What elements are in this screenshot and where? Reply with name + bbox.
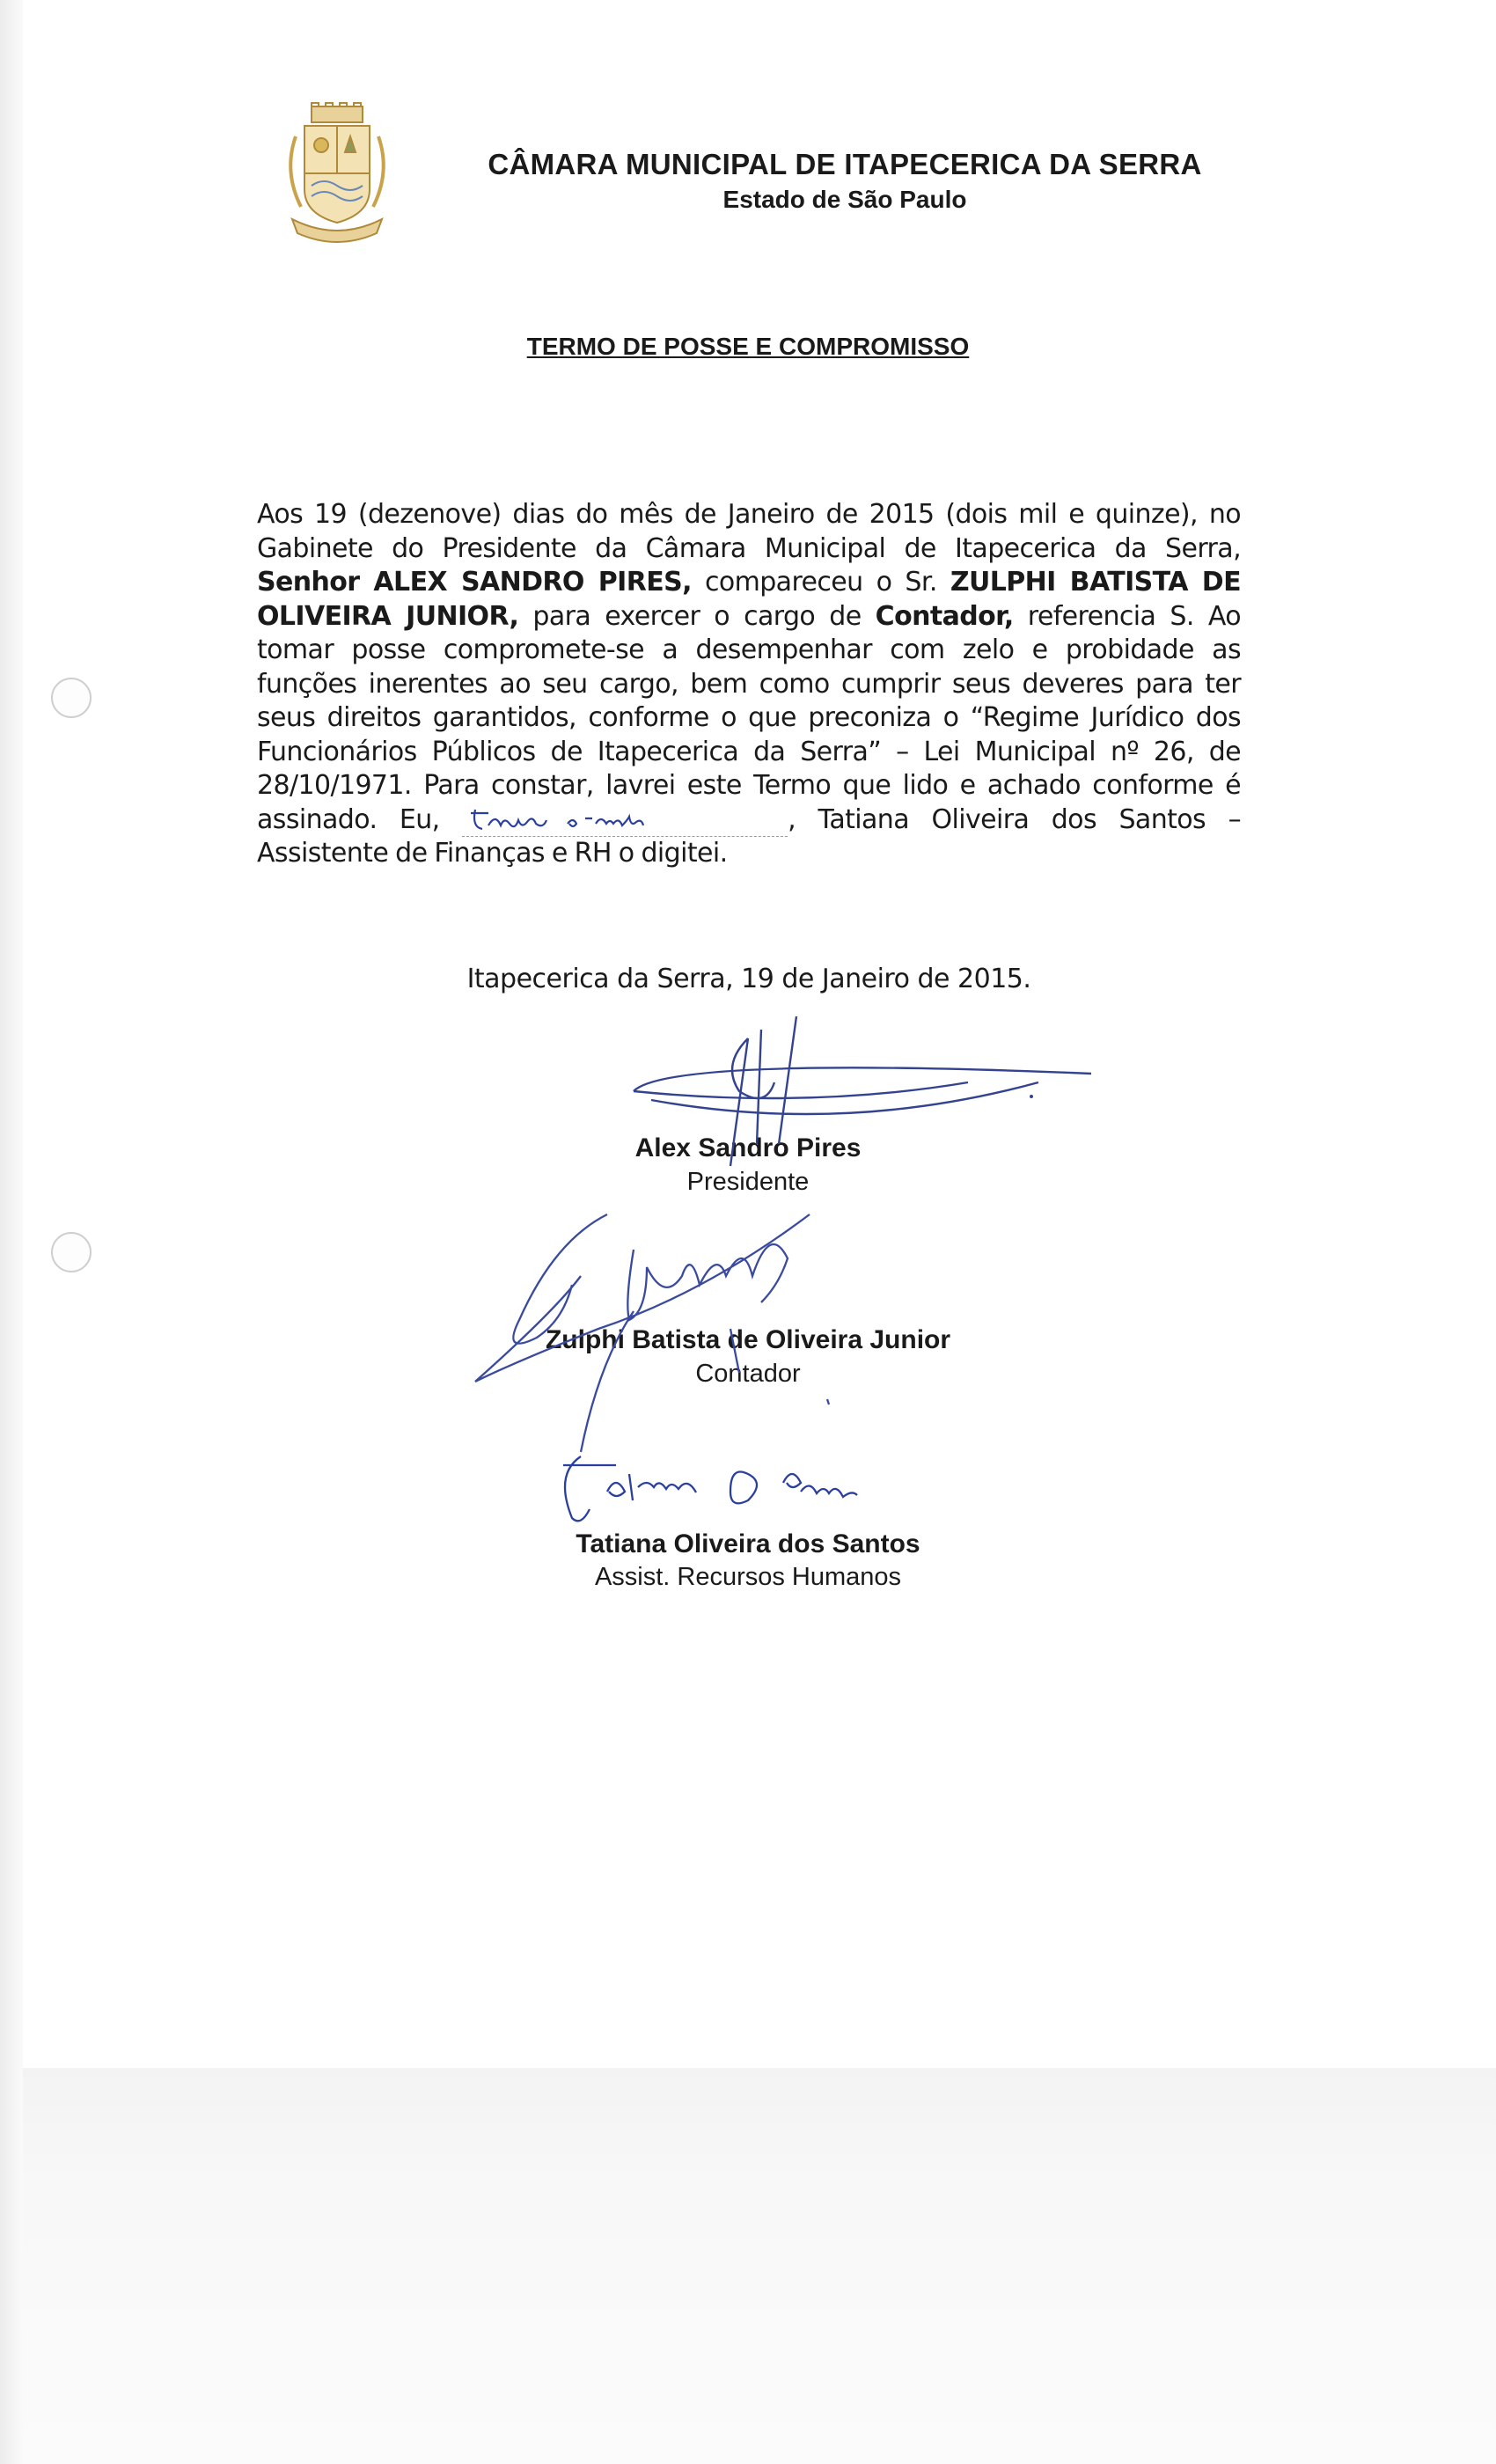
president-name-inline: Senhor ALEX SANDRO PIRES,: [257, 567, 692, 598]
place-and-date: Itapecerica da Serra, 19 de Janeiro de 2015.: [466, 964, 1031, 994]
punch-hole: [51, 678, 92, 718]
signatory-1-name: Alex Sandro Pires: [634, 1133, 862, 1162]
body-text-part: referencia S. Ao tomar posse compromete-se a desempenhar com zelo e probidade as funções inerentes ao seu cargo, bem como cumprir seus deveres para ter seus direitos garantidos, conforme o que preconiza o “Regime Jurídico dos Funcionários Públicos de Itapecerica da Serra” – Lei Municipal nº 26, de 28/10/1971. Para constar, lavrei este Termo que lido e achado conforme é assinado. Eu,: [257, 600, 1241, 835]
document-body: [257, 498, 1241, 871]
signatory-2-role: Contador: [695, 1360, 801, 1388]
typist-inline-signature: [462, 810, 788, 837]
institution-title: CÂMARA MUNICIPAL DE ITAPECERICA DA SERRA: [488, 148, 1202, 180]
scan-edge: [0, 0, 23, 2464]
body-text-part: , Tatiana Oliveira dos Santos – Assistente de Finanças e RH o digitei.: [257, 803, 1241, 869]
signatory-1-role: Presidente: [686, 1168, 810, 1196]
body-text-part: para exercer o cargo de: [518, 600, 876, 632]
body-text-part: Aos 19 (dezenove) dias do mês de Janeiro de 2015 (dois mil e quinze), no Gabinete do Presidente da Câmara Municipal de Itapecerica da Serra,: [257, 499, 1241, 564]
body-text-part: compareceu o Sr.: [691, 567, 950, 598]
signatory-3-name: Tatiana Oliveira dos Santos: [576, 1529, 920, 1558]
signatory-2-name: Zulphi Batista de Oliveira Junior: [545, 1325, 951, 1354]
municipal-crest-icon: [280, 101, 394, 246]
institution-subtitle: Estado de São Paulo: [722, 186, 967, 213]
scan-background: [22, 2068, 1496, 2464]
appointee-name-inline: ZULPHI BATISTA DE OLIVEIRA JUNIOR,: [257, 567, 1241, 632]
document-title: TERMO DE POSSE E COMPROMISSO: [526, 333, 970, 360]
position-inline: Contador,: [875, 600, 1014, 632]
signatory-3-role: Assist. Recursos Humanos: [594, 1563, 902, 1591]
punch-hole: [51, 1232, 92, 1272]
